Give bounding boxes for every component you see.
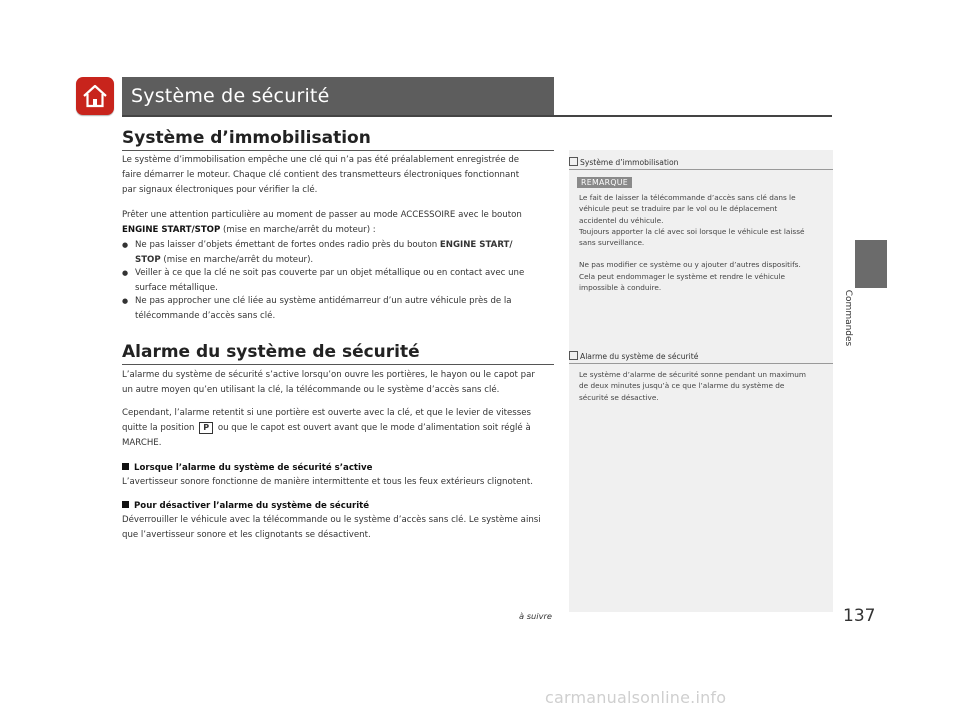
section-divider — [122, 150, 554, 151]
text-line: ● Ne pas approcher une clé liée au système antidémarreur d’un autre véhicule près de la — [135, 296, 512, 306]
reference-marker-icon — [569, 351, 578, 360]
text-line — [122, 223, 562, 238]
text-span: (mise en marche/arrêt du moteur) : — [220, 225, 376, 235]
subheading-desactiver-alarme — [122, 499, 369, 514]
text-line: surface métallique. — [135, 283, 218, 293]
section-heading-immobilisation: Système d’immobilisation — [122, 128, 371, 148]
note-divider — [569, 363, 833, 364]
text-line — [122, 421, 562, 436]
note-body-immobilisation — [579, 192, 829, 293]
text-line: Prêter une attention particulière au moment de passer au mode ACCESSOIRE avec le bouton — [122, 210, 522, 220]
home-icon — [82, 84, 108, 108]
alarme-active-text — [122, 475, 562, 490]
bullet-item-1 — [122, 238, 563, 268]
page-title: Système de sécurité — [131, 85, 330, 107]
page-number: 137 — [843, 606, 876, 626]
text-span: (mise en marche/arrêt du moteur). — [160, 255, 314, 265]
text-line: de deux minutes jusqu’à ce que l’alarme du système de — [579, 381, 785, 391]
text-line — [135, 238, 563, 253]
text-line: sans surveillance. — [579, 238, 645, 248]
text-line: Ne pas modifier ce système ou y ajouter d’autres dispositifs. — [579, 260, 801, 270]
text-line: par signaux électroniques pour vérifier la clé. — [122, 185, 318, 195]
text-line: Le système d’immobilisation empêche une clé qui n’a pas été préalablement enregistrée de — [122, 155, 520, 165]
subheading-text: Pour désactiver l’alarme du système de sécurité — [134, 501, 370, 511]
note-divider — [569, 169, 833, 170]
page-title-bar — [122, 77, 554, 115]
alarme-paragraph-2 — [122, 406, 562, 451]
text-line: télécommande d’accès sans clé. — [135, 311, 276, 321]
note-body-alarme — [579, 369, 829, 403]
section-heading-alarme: Alarme du système de sécurité — [122, 342, 420, 362]
chapter-tab[interactable] — [855, 240, 887, 288]
subheading-alarme-active — [122, 461, 372, 476]
reference-marker-icon — [569, 157, 578, 166]
home-button[interactable] — [76, 77, 114, 115]
remarque-badge: REMARQUE — [577, 177, 632, 188]
text-line: ● Veiller à ce que la clé ne soit pas couverte par un objet métallique ou en contact avec une — [135, 268, 525, 278]
text-line: Cependant, l’alarme retentit si une portière est ouverte avec la clé, et que le levier de vitesses — [122, 408, 531, 418]
square-bullet-icon — [122, 501, 129, 508]
chapter-tab-label: Commandes — [843, 289, 853, 347]
text-line: faire démarrer le moteur. Chaque clé contient des transmetteurs électroniques fonctionnant — [122, 170, 520, 180]
immobilisation-paragraph-1 — [122, 153, 562, 198]
text-line: sécurité se désactive. — [579, 392, 659, 402]
text-line: un autre moyen qu’en utilisant la clé, la télécommande ou le système d’accès sans clé. — [122, 385, 500, 395]
desactiver-alarme-text — [122, 513, 562, 543]
text-line: Le fait de laisser la télécommande d’accès sans clé dans le — [579, 193, 796, 202]
engine-start-stop-label: ENGINE START/STOP — [122, 225, 221, 235]
title-divider — [122, 115, 832, 117]
spacer — [579, 248, 829, 259]
text-line: Déverrouiller le véhicule avec la télécommande ou le système d’accès sans clé. Le système ainsi — [122, 515, 541, 525]
text-span: Ne pas laisser d’objets émettant de fortes ondes radio près du bouton — [135, 240, 440, 250]
bullet-item-3 — [122, 294, 563, 324]
square-bullet-icon — [122, 463, 129, 470]
immobilisation-paragraph-2 — [122, 208, 562, 238]
engine-start-stop-label: ENGINE START/ — [439, 240, 513, 250]
section-divider — [122, 364, 554, 365]
note-title-immobilisation — [569, 157, 679, 168]
note-title-text: Alarme du système de sécurité — [580, 352, 699, 361]
text-line: Le système d’alarme de sécurité sonne pendant un maximum — [579, 370, 807, 379]
subheading-text: Lorsque l’alarme du système de sécurité s’active — [134, 463, 373, 473]
text-line: L’avertisseur sonore fonctionne de manière intermittente et tous les feux extérieurs clignotent. — [122, 477, 533, 487]
text-line: MARCHE. — [122, 438, 162, 448]
text-span: quitte la position — [122, 423, 198, 433]
text-line: L’alarme du système de sécurité s’active lorsqu’on ouvre les portières, le hayon ou le capot par — [122, 370, 535, 380]
text-line: véhicule peut se traduire par le vol ou le déplacement — [579, 204, 778, 214]
text-line: accidentel du véhicule. — [579, 215, 664, 225]
text-line: impossible à conduire. — [579, 283, 662, 293]
gear-position-p-symbol: P — [199, 422, 213, 434]
note-title-text: Système d’immobilisation — [580, 158, 679, 167]
note-title-alarme — [569, 351, 698, 362]
text-line: Cela peut endommager le système et rendre le véhicule — [579, 271, 786, 281]
text-span: ou que le capot est ouvert avant que le mode d’alimentation soit réglé à — [215, 423, 531, 433]
text-line: Toujours apporter la clé avec soi lorsque le véhicule est laissé — [579, 226, 805, 236]
alarme-paragraph-1 — [122, 368, 562, 398]
continued-label: à suivre — [519, 611, 553, 621]
engine-start-stop-label: STOP — [135, 255, 161, 265]
watermark: carmanualsonline.info — [545, 688, 727, 707]
text-line: que l’avertisseur sonore et les clignotants se désactivent. — [122, 530, 371, 540]
bullet-item-2 — [122, 266, 563, 296]
